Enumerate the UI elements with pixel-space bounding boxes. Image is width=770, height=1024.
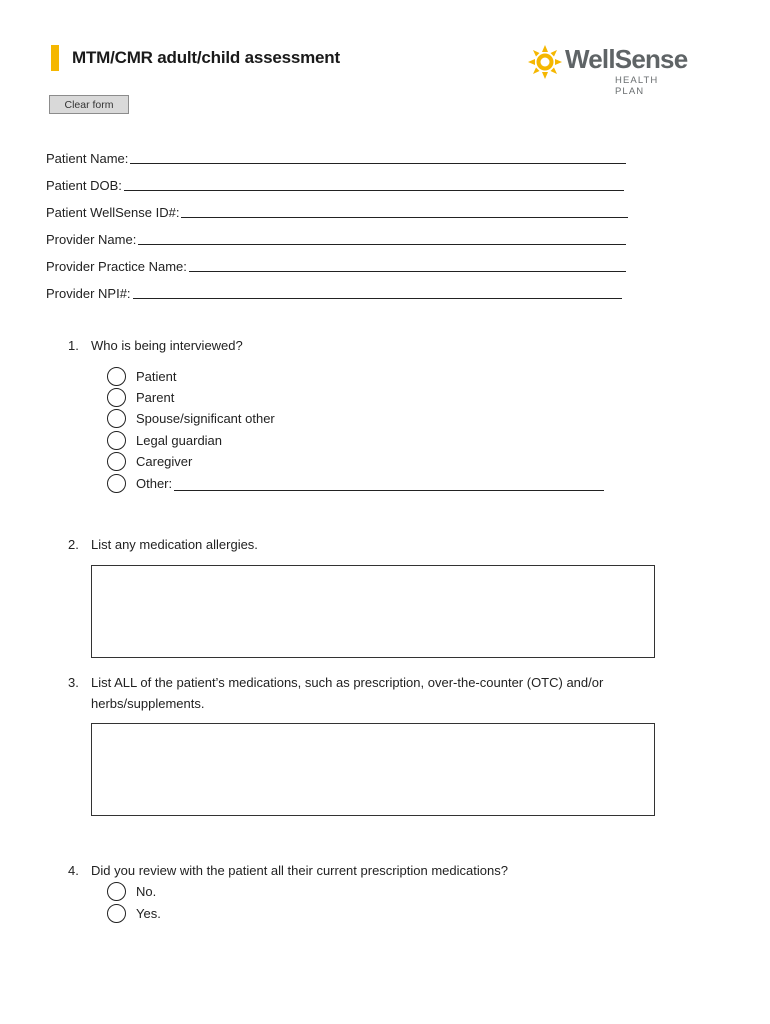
q1-option-spouse[interactable] [107,408,275,429]
field-label: Patient DOB: [46,178,122,193]
q4-option-no[interactable] [107,881,156,902]
option-label: Yes. [136,906,161,921]
question-text: List any medication allergies. [91,537,258,552]
option-label: Legal guardian [136,433,223,448]
option-label: Patient [136,369,177,384]
other-text-input[interactable] [174,477,604,491]
radio-button[interactable] [107,904,126,923]
question-1 [68,338,243,353]
patient-name-input[interactable] [130,150,626,164]
patient-name-field [46,148,626,166]
title-accent-bar [51,45,59,71]
option-label: No. [136,884,157,899]
field-label: Patient WellSense ID#: [46,205,180,220]
radio-button[interactable] [107,409,126,428]
sun-logo-icon [527,44,563,80]
wellsense-logo [527,44,688,97]
q1-option-legal-guardian[interactable] [107,430,222,451]
question-text: Who is being interviewed? [91,338,243,353]
patient-id-field [46,202,628,220]
question-2 [68,537,258,552]
question-3-line2: herbs/supplements. [91,696,205,711]
question-text: Did you review with the patient all their current prescription medications? [91,863,508,878]
question-4 [68,863,508,878]
q1-option-parent[interactable] [107,387,174,408]
field-label: Provider NPI#: [46,286,131,301]
option-label: Spouse/significant other [136,411,275,426]
q1-option-other[interactable] [107,473,604,494]
page-title: MTM/CMR adult/child assessment [72,48,340,67]
logo-subtitle: HEALTH PLAN [615,75,659,97]
question-number: 4. [68,863,79,878]
provider-practice-input[interactable] [189,258,626,272]
question-number: 3. [68,675,79,690]
radio-button[interactable] [107,882,126,901]
option-label: Caregiver [136,454,193,469]
provider-name-input[interactable] [138,231,626,245]
clear-form-button[interactable]: Clear form [49,95,129,114]
patient-dob-field [46,175,624,193]
q1-option-patient[interactable] [107,366,176,387]
question-3 [68,675,603,690]
field-label: Patient Name: [46,151,129,166]
radio-button[interactable] [107,431,126,450]
provider-name-field [46,229,626,247]
provider-npi-field [46,283,622,301]
q1-option-caregiver[interactable] [107,451,192,472]
option-label: Parent [136,390,175,405]
question-text: List ALL of the patient’s medications, such as prescription, over-the-counter (OTC) and/or [91,675,604,690]
q4-option-yes[interactable] [107,903,161,924]
logo-name: WellSense [565,44,688,74]
radio-button[interactable] [107,367,126,386]
option-label: Other: [136,476,173,491]
medications-textarea[interactable] [91,723,655,816]
patient-id-input[interactable] [181,204,628,218]
provider-practice-field [46,256,626,274]
provider-npi-input[interactable] [133,285,622,299]
field-label: Provider Name: [46,232,137,247]
radio-button[interactable] [107,452,126,471]
question-number: 1. [68,338,79,353]
allergies-textarea[interactable] [91,565,655,658]
field-label: Provider Practice Name: [46,259,187,274]
radio-button[interactable] [107,388,126,407]
question-number: 2. [68,537,79,552]
patient-dob-input[interactable] [124,177,624,191]
radio-button[interactable] [107,474,126,493]
